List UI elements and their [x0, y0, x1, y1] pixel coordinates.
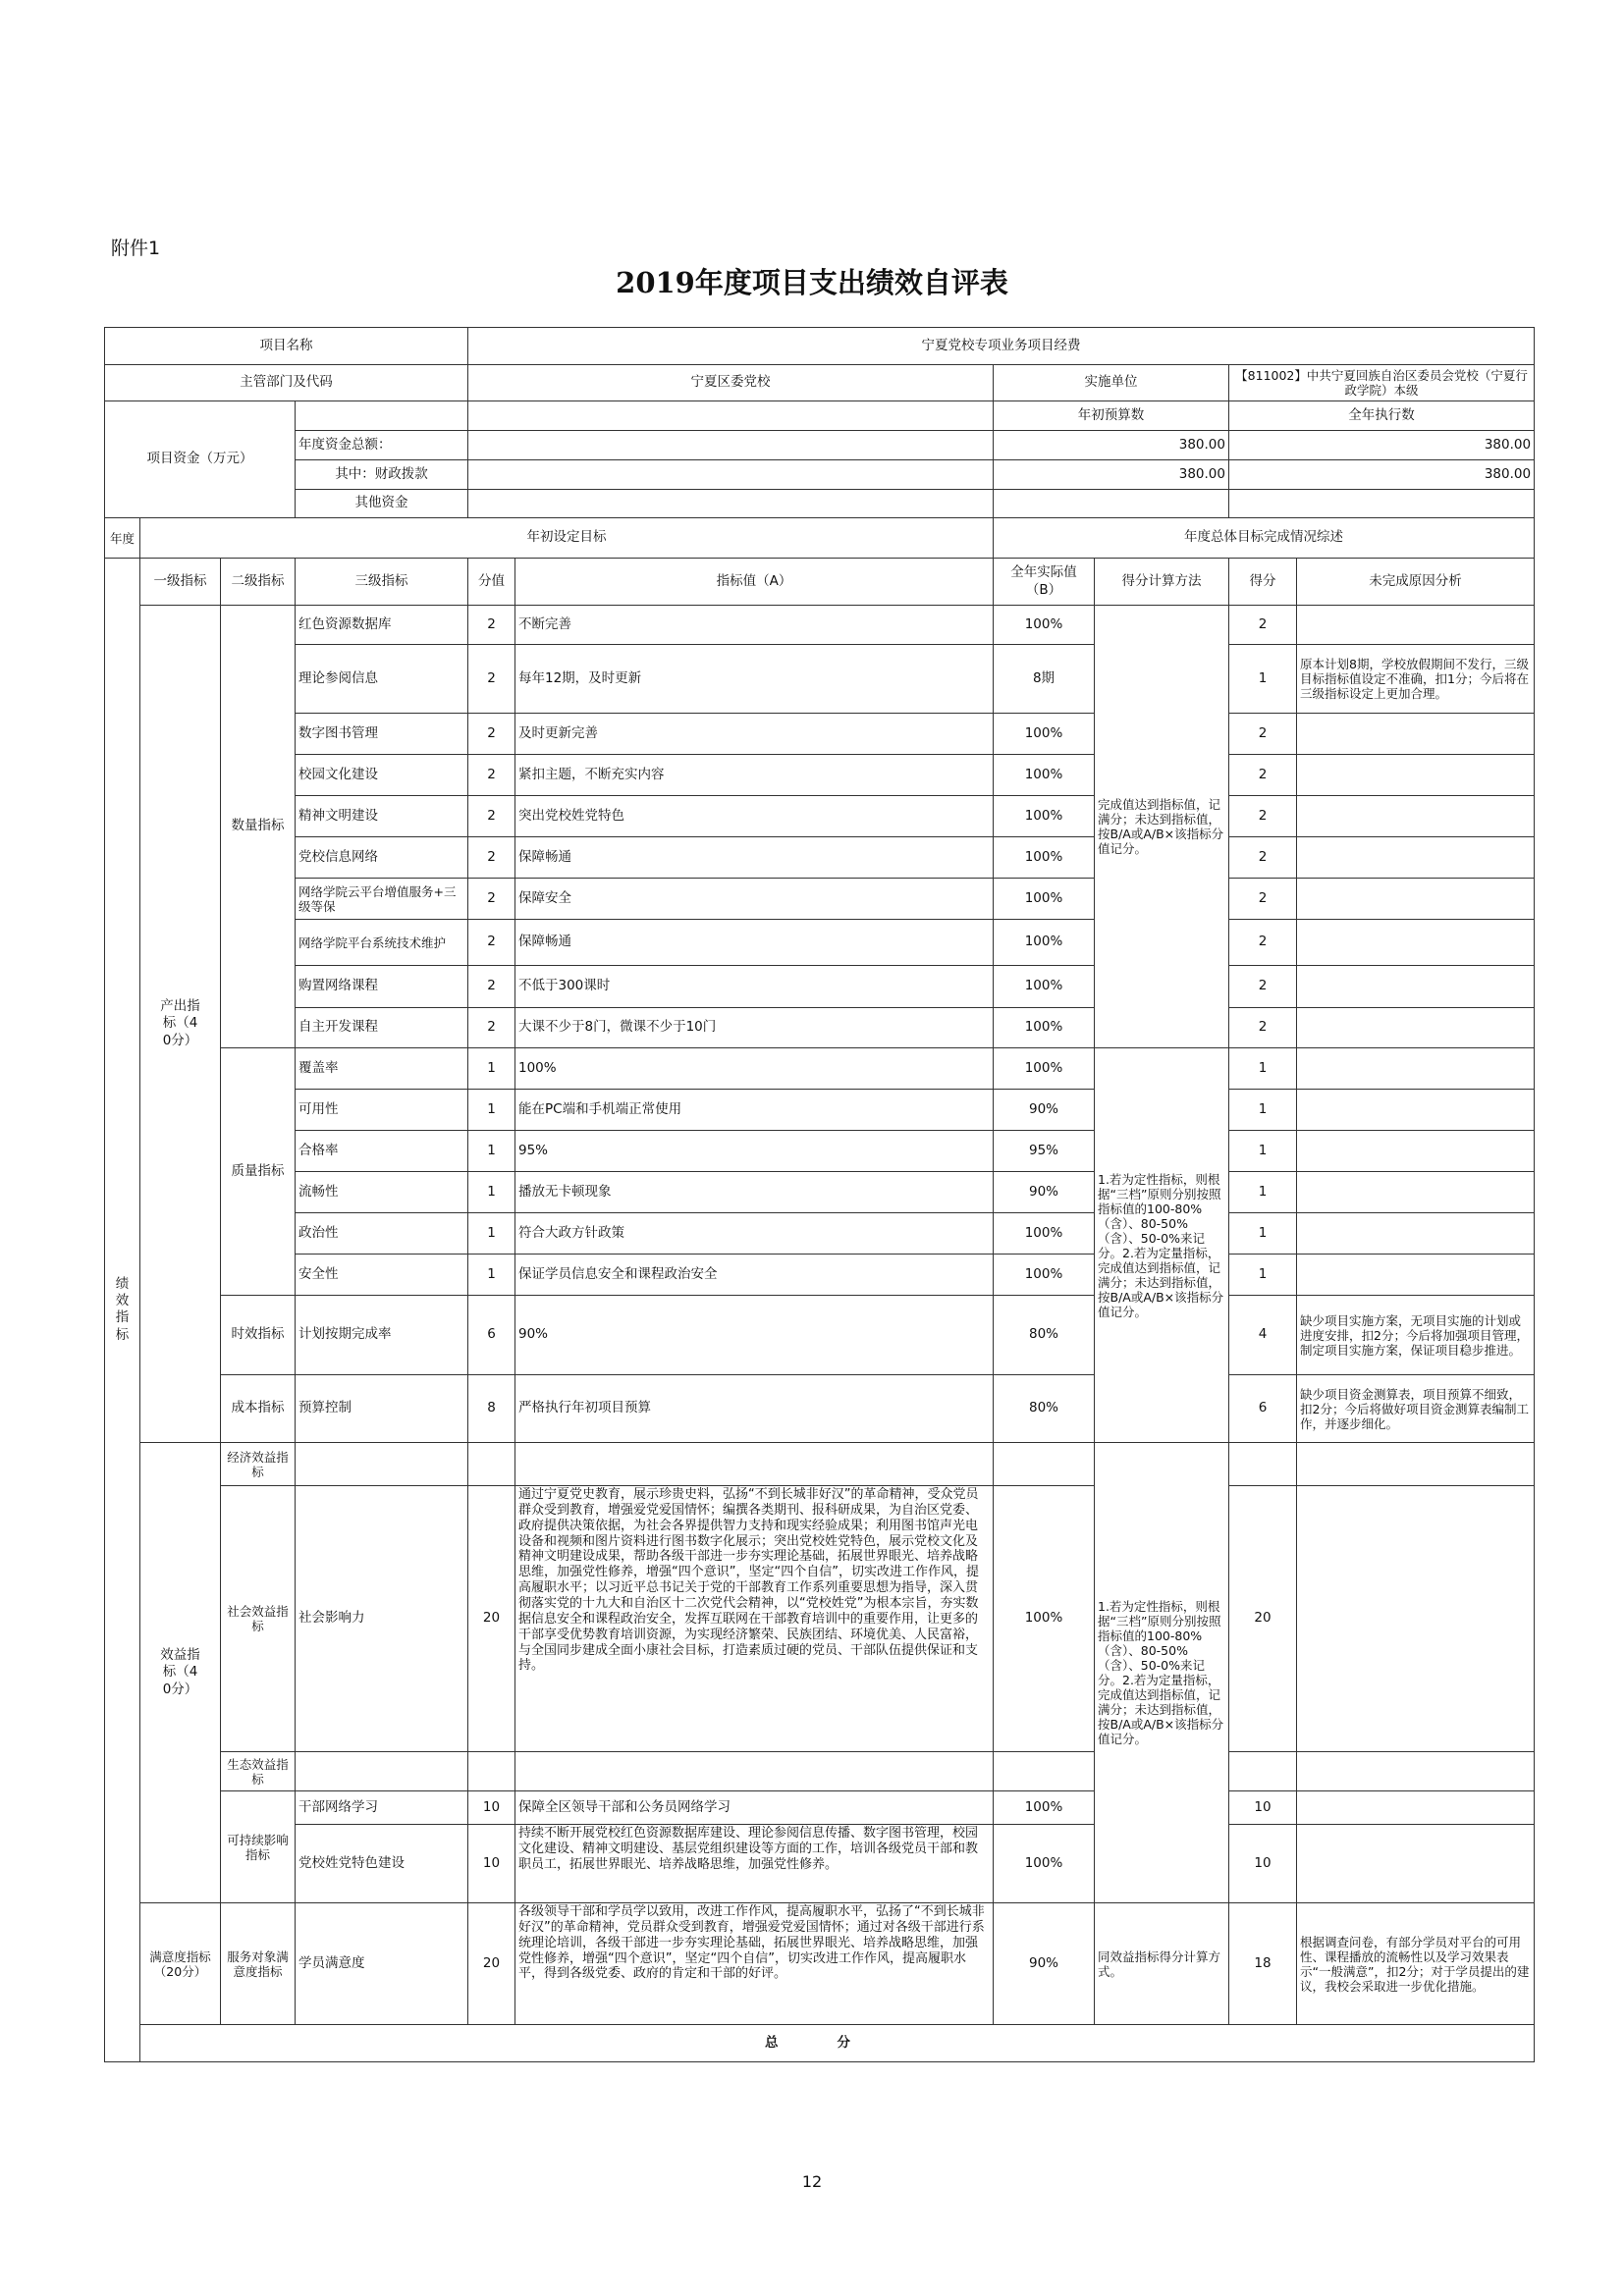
dept-value: 宁夏区委党校: [468, 365, 994, 401]
funds-total-exec: 380.00: [1229, 431, 1535, 460]
l3-indicator: 网络学院云平台增值服务+三级等保: [296, 879, 468, 920]
score: 2: [1229, 966, 1297, 1008]
score-value: 2: [468, 879, 515, 920]
reason: [1297, 606, 1535, 645]
reason: [1297, 1213, 1535, 1255]
table-row: [105, 1213, 1535, 1255]
l1-satisfaction: 满意度指标（20分）: [140, 1903, 221, 2025]
target-value: 每年12期，及时更新: [515, 645, 994, 714]
reason: [1297, 1255, 1535, 1296]
column-header-row: [105, 559, 1535, 606]
target-value: 能在PC端和手机端正常使用: [515, 1090, 994, 1131]
l3-indicator: 网络学院平台系统技术维护: [296, 920, 468, 966]
l2-economic: 经济效益指标: [221, 1443, 296, 1486]
table-row: [105, 1486, 1535, 1752]
l3-indicator: 可用性: [296, 1090, 468, 1131]
table-row: [105, 1443, 1535, 1486]
score-value: 2: [468, 755, 515, 796]
l3-indicator: 合格率: [296, 1131, 468, 1172]
target-value: 符合大政方针政策: [515, 1213, 994, 1255]
actual-value: 100%: [994, 920, 1095, 966]
col-header-score: 得分: [1229, 559, 1297, 606]
actual-value: 100%: [994, 879, 1095, 920]
l3-indicator: 党校姓党特色建设: [296, 1825, 468, 1903]
reason: 根据调查问卷，有部分学员对平台的可用性、课程播放的流畅性以及学习效果表示“一般满意”，扣2分；对于学员提出的建议，我校会采取进一步优化措施。: [1297, 1903, 1535, 2025]
total-label: 总分: [140, 2025, 1535, 2062]
actual-value: 8期: [994, 645, 1095, 714]
l2-ecological: 生态效益指标: [221, 1752, 296, 1791]
score: 18: [1229, 1903, 1297, 2025]
unit-value: 【811002】中共宁夏回族自治区委员会党校（宁夏行政学院）本级: [1229, 365, 1535, 401]
score-value: 1: [468, 1090, 515, 1131]
reason: [1297, 966, 1535, 1008]
score: 1: [1229, 1048, 1297, 1090]
score-value: 2: [468, 796, 515, 837]
actual-value: 100%: [994, 1486, 1095, 1752]
target-value: 保障畅通: [515, 837, 994, 879]
funds-fiscal-row: [105, 460, 1535, 490]
score: 2: [1229, 837, 1297, 879]
reason: [1297, 755, 1535, 796]
table-row: [105, 755, 1535, 796]
total-row: [105, 2025, 1535, 2062]
table-row: [105, 966, 1535, 1008]
score: 2: [1229, 879, 1297, 920]
reason: 缺少项目实施方案，无项目实施的计划或进度安排，扣2分；今后将加强项目管理，制定项目实施方案，保证项目稳步推进。: [1297, 1296, 1535, 1375]
score: 10: [1229, 1825, 1297, 1903]
actual-value: 100%: [994, 606, 1095, 645]
score: 1: [1229, 1131, 1297, 1172]
l3-indicator: 学员满意度: [296, 1903, 468, 2025]
table-row: [105, 714, 1535, 755]
l2-sustainable: 可持续影响指标: [221, 1791, 296, 1903]
target-value: 保障全区领导干部和公务员网络学习: [515, 1791, 994, 1825]
scoring-method-3: 1.若为定性指标，则根据“三档”原则分别按照指标值的100-80%（含）、80-50%（含）、50-0%来记分。2.若为定量指标，完成值达到指标值，记满分；未达到指标值，按B/A或A/B×该指标分值记分。: [1095, 1443, 1229, 1903]
l3-indicator: 校园文化建设: [296, 755, 468, 796]
score-value: 1: [468, 1213, 515, 1255]
l3-indicator: 预算控制: [296, 1375, 468, 1443]
unit-label: 实施单位: [994, 365, 1229, 401]
l3-indicator: 理论参阅信息: [296, 645, 468, 714]
l1-benefit-text: 效益指标（40分）: [160, 1647, 200, 1697]
score: 6: [1229, 1375, 1297, 1443]
table-row: [105, 1752, 1535, 1791]
score-value: 10: [468, 1825, 515, 1903]
scoring-method-1: 完成值达到指标值，记满分；未达到指标值，按B/A或A/B×该指标分值记分。: [1095, 606, 1229, 1048]
reason: [1297, 1825, 1535, 1903]
funds-header-row: [105, 401, 1535, 431]
table-row: [105, 920, 1535, 966]
l3-indicator: 安全性: [296, 1255, 468, 1296]
score: 2: [1229, 796, 1297, 837]
score: 1: [1229, 1172, 1297, 1213]
reason: [1297, 796, 1535, 837]
score-value: 2: [468, 606, 515, 645]
perf-indicator-text: 绩效指标: [115, 1275, 130, 1343]
page-title: 2019年度项目支出绩效自评表: [616, 266, 1008, 299]
project-name-label: 项目名称: [105, 328, 468, 365]
score-value: 6: [468, 1296, 515, 1375]
score-value: 1: [468, 1048, 515, 1090]
actual-value: 100%: [994, 966, 1095, 1008]
table-row: [105, 837, 1535, 879]
table-row: [105, 645, 1535, 714]
target-value: 大课不少于8门，微课不少于10门: [515, 1008, 994, 1048]
scoring-method-4: 同效益指标得分计算方式。: [1095, 1903, 1229, 2025]
funds-fiscal-budget: 380.00: [994, 460, 1229, 490]
col-header-target: 指标值（A）: [515, 559, 994, 606]
table-row: [105, 1255, 1535, 1296]
actual-value: 90%: [994, 1903, 1095, 2025]
target-value: 突出党校姓党特色: [515, 796, 994, 837]
target-value: 保证学员信息安全和课程政治安全: [515, 1255, 994, 1296]
score-value: 20: [468, 1486, 515, 1752]
target-value: 不断完善: [515, 606, 994, 645]
target-value: 不低于300课时: [515, 966, 994, 1008]
reason: [1297, 879, 1535, 920]
score-value: 2: [468, 714, 515, 755]
col-header-actual: 全年实际值（B）: [994, 559, 1095, 606]
funds-fiscal-label: 其中：财政拨款: [296, 460, 468, 490]
table-row: [105, 1825, 1535, 1903]
score: 1: [1229, 645, 1297, 714]
reason: [1297, 714, 1535, 755]
funds-label: 项目资金（万元）: [105, 401, 296, 518]
l2-quantity: 数量指标: [221, 606, 296, 1048]
l1-benefit: [140, 1443, 221, 1903]
l2-service: 服务对象满意度指标: [221, 1903, 296, 2025]
reason: [1297, 1791, 1535, 1825]
reason: [1297, 837, 1535, 879]
l2-social: 社会效益指标: [221, 1486, 296, 1752]
table-row: [105, 1090, 1535, 1131]
actual-value: 100%: [994, 1255, 1095, 1296]
actual-value: 100%: [994, 1791, 1095, 1825]
actual-value: 95%: [994, 1131, 1095, 1172]
actual-value: 100%: [994, 755, 1095, 796]
l3-indicator: 自主开发课程: [296, 1008, 468, 1048]
actual-value: 100%: [994, 837, 1095, 879]
target-value: 90%: [515, 1296, 994, 1375]
target-value: 100%: [515, 1048, 994, 1090]
target-value: 紧扣主题，不断充实内容: [515, 755, 994, 796]
score: 1: [1229, 1255, 1297, 1296]
actual-value: 80%: [994, 1296, 1095, 1375]
l3-indicator: 红色资源数据库: [296, 606, 468, 645]
actual-value: 100%: [994, 714, 1095, 755]
score: 2: [1229, 606, 1297, 645]
table-row: [105, 879, 1535, 920]
actual-value: 100%: [994, 1213, 1095, 1255]
project-name-value: 宁夏党校专项业务项目经费: [468, 328, 1535, 365]
col-header-score-value: 分值: [468, 559, 515, 606]
l3-indicator: 干部网络学习: [296, 1791, 468, 1825]
actual-value: 100%: [994, 1825, 1095, 1903]
score-value: 1: [468, 1172, 515, 1213]
score-value: 1: [468, 1131, 515, 1172]
reason: [1297, 920, 1535, 966]
overall-status-header: 年度总体目标完成情况综述: [994, 518, 1535, 559]
score: 20: [1229, 1486, 1297, 1752]
score-value: 2: [468, 645, 515, 714]
target-value: 持续不断开展党校红色资源数据库建设、理论参阅信息传播、数字图书管理，校园文化建设、精神文明建设、基层党组织建设等方面的工作，培训各级党员干部和教职员工，拓展世界眼光、培养战略思维，加强党性修养。: [515, 1825, 994, 1903]
col-header-reason: 未完成原因分析: [1297, 559, 1535, 606]
funds-total-label: 年度资金总额：: [296, 431, 468, 460]
target-value: 严格执行年初项目预算: [515, 1375, 994, 1443]
actual-value: 100%: [994, 796, 1095, 837]
l2-cost: 成本指标: [221, 1375, 296, 1443]
col-header-l3: 三级指标: [296, 559, 468, 606]
actual-value: 100%: [994, 1008, 1095, 1048]
score: 10: [1229, 1791, 1297, 1825]
l2-timeliness: 时效指标: [221, 1296, 296, 1375]
l3-indicator: 覆盖率: [296, 1048, 468, 1090]
goals-row: [105, 518, 1535, 559]
scoring-method-2: 1.若为定性指标，则根据“三档”原则分别按照指标值的100-80%（含）、80-50%（含）、50-0%来记分。2.若为定量指标，完成值达到指标值，记满分；未达到指标值，按B/A或A/B×该指标分值记分。: [1095, 1048, 1229, 1443]
score: 1: [1229, 1213, 1297, 1255]
funds-total-row: [105, 431, 1535, 460]
target-value: 播放无卡顿现象: [515, 1172, 994, 1213]
project-name-row: [105, 328, 1535, 365]
actual-value: 100%: [994, 1048, 1095, 1090]
col-header-l1: 一级指标: [140, 559, 221, 606]
score: 2: [1229, 714, 1297, 755]
exec-col-header: 全年执行数: [1229, 401, 1535, 431]
score: 4: [1229, 1296, 1297, 1375]
col-header-l2: 二级指标: [221, 559, 296, 606]
l1-output: [140, 606, 221, 1443]
l3-indicator: 数字图书管理: [296, 714, 468, 755]
page-number: 12: [801, 2172, 823, 2191]
table-row: [105, 1172, 1535, 1213]
table-row: [105, 606, 1535, 645]
table-row: [105, 1791, 1535, 1825]
funds-total-budget: 380.00: [994, 431, 1229, 460]
initial-goal-header: 年初设定目标: [140, 518, 994, 559]
funds-other-row: [105, 490, 1535, 518]
funds-other-label: 其他资金: [296, 490, 468, 518]
reason: [1297, 1048, 1535, 1090]
target-value: 95%: [515, 1131, 994, 1172]
actual-value: 80%: [994, 1375, 1095, 1443]
dept-row: [105, 365, 1535, 401]
l3-indicator: 计划按期完成率: [296, 1296, 468, 1375]
table-row: [105, 1903, 1535, 2025]
table-row: [105, 1008, 1535, 1048]
reason: [1297, 1131, 1535, 1172]
table-row: [105, 1131, 1535, 1172]
score-value: 2: [468, 1008, 515, 1048]
l1-output-text: 产出指标（40分）: [160, 998, 200, 1048]
l2-quality: 质量指标: [221, 1048, 296, 1296]
score-value: 2: [468, 920, 515, 966]
reason: 缺少项目资金测算表，项目预算不细致，扣2分；今后将做好项目资金测算表编制工作，并逐步细化。: [1297, 1375, 1535, 1443]
reason: [1297, 1008, 1535, 1048]
score: 2: [1229, 755, 1297, 796]
table-row: [105, 1048, 1535, 1090]
target-value: 保障安全: [515, 879, 994, 920]
l3-indicator: 流畅性: [296, 1172, 468, 1213]
reason: [1297, 1172, 1535, 1213]
l3-indicator: 党校信息网络: [296, 837, 468, 879]
funds-blank: [296, 401, 468, 431]
score: 2: [1229, 1008, 1297, 1048]
dept-label: 主管部门及代码: [105, 365, 468, 401]
score-value: 8: [468, 1375, 515, 1443]
score: 1: [1229, 1090, 1297, 1131]
l3-indicator: 购置网络课程: [296, 966, 468, 1008]
l3-indicator: 社会影响力: [296, 1486, 468, 1752]
reason: 原本计划8期，学校放假期间不发行，三级目标指标值设定不准确，扣1分；今后将在三级指标设定上更加合理。: [1297, 645, 1535, 714]
perf-indicator-label: [105, 559, 140, 2062]
reason: [1297, 1486, 1535, 1752]
budget-col-header: 年初预算数: [994, 401, 1229, 431]
col-header-method: 得分计算方法: [1095, 559, 1229, 606]
funds-blank-2: [468, 401, 994, 431]
l3-indicator: 政治性: [296, 1213, 468, 1255]
score-value: 1: [468, 1255, 515, 1296]
score-value: 10: [468, 1791, 515, 1825]
table-row: [105, 1296, 1535, 1375]
score-value: 20: [468, 1903, 515, 2025]
attachment-label: 附件1: [111, 238, 161, 259]
target-value: 保障畅通: [515, 920, 994, 966]
actual-value: 90%: [994, 1172, 1095, 1213]
target-value: 通过宁夏党史教育，展示珍贵史料，弘扬“不到长城非好汉”的革命精神，受众党员群众受到教育，增强爱党爱国情怀；编撰各类期刊、报科研成果，为自治区党委、政府提供决策依据，为社会各界提供智力支持和现实经验成果；利用图书馆声光电设备和视频和图片资料进行图书数字化展示；突出党校姓党特色，展示党校文化及精神文明建设成果，帮助各级干部进一步夯实理论基础，拓展世界眼光、培养战略思维，加强党性修养，增强“四个意识”，坚定“四个自信”，切实改进工作作风，提高履职水平；以习近平总书记关于党的干部教育工作系列重要思想为指导，深入贯彻落实党的十九大和自治区十二次党代会精神，以“党校姓党”为根本宗旨，夯实数据信息安全和课程政治安全，发挥互联网在干部教育培训中的重要作用，让更多的干部享受优势教育培训资源，为实现经济繁荣、民族团结、环境优美、人民富裕，与全国同步建成全面小康社会目标，打造素质过硬的党员、干部队伍提供保证和支持。: [515, 1486, 994, 1752]
table-row: [105, 796, 1535, 837]
score-value: 2: [468, 966, 515, 1008]
funds-fiscal-exec: 380.00: [1229, 460, 1535, 490]
table-row: [105, 1375, 1535, 1443]
score-value: 2: [468, 837, 515, 879]
reason: [1297, 1090, 1535, 1131]
evaluation-table: [104, 327, 1535, 2062]
l3-indicator: 精神文明建设: [296, 796, 468, 837]
score: 2: [1229, 920, 1297, 966]
year-label: 年度: [105, 518, 140, 559]
target-value: 各级领导干部和学员学以致用，改进工作作风，提高履职水平，弘扬了“不到长城非好汉”的革命精神，党员群众受到教育，增强爱党爱国情怀；通过对各级干部进行系统理论培训，各级干部进一步夯实理论基础，拓展世界眼光、培养战略思维，加强党性修养，增强“四个意识”，坚定“四个自信”，切实改进工作作风，提高履职水平，得到各级党委、政府的肯定和干部的好评。: [515, 1903, 994, 2025]
actual-value: 90%: [994, 1090, 1095, 1131]
target-value: 及时更新完善: [515, 714, 994, 755]
